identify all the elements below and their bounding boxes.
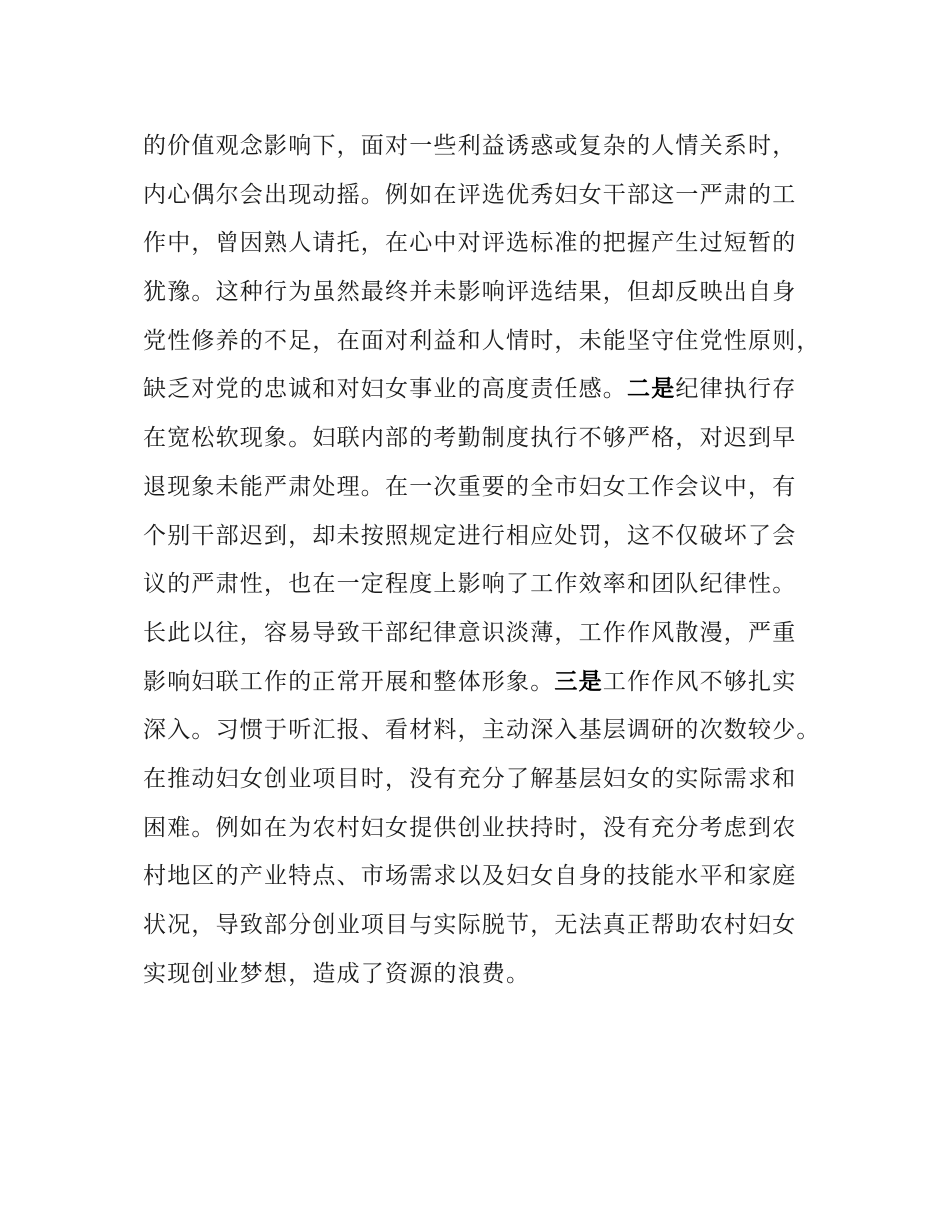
- text-segment: 纪律执行存: [675, 376, 797, 403]
- emphasis-text: 二是: [627, 376, 676, 403]
- text-segment: 影响妇联工作的正常开展和整体形象。: [143, 668, 555, 695]
- text-segment: 状况，导致部分创业项目与实际脱节，无法真正帮助农村妇女: [143, 912, 797, 938]
- text-line: [143, 658, 823, 707]
- emphasis-text: 三是: [554, 668, 603, 695]
- text-segment: 退现象未能严肃处理。在一次重要的全市妇女工作会议中，有: [143, 473, 797, 500]
- text-line: [143, 560, 823, 609]
- text-line: [143, 219, 823, 268]
- text-line: [143, 365, 823, 414]
- text-segment: 工作作风不够扎实: [602, 668, 797, 695]
- text-line: [143, 171, 823, 220]
- text-line: [143, 852, 823, 901]
- text-line: [143, 122, 823, 171]
- text-line: [143, 950, 823, 999]
- text-line: [143, 414, 823, 463]
- text-segment: 在宽松软现象。妇联内部的考勤制度执行不够严格，对迟到早: [143, 425, 797, 452]
- text-segment: 的价值观念影响下，面对一些利益诱惑或复杂的人情关系时，: [143, 133, 797, 159]
- text-segment: 长此以往，容易导致干部纪律意识淡薄，工作作风散漫，严重: [143, 619, 797, 646]
- text-segment: 犹豫。这种行为虽然最终并未影响评选结果，但却反映出自身: [143, 279, 797, 306]
- text-line: [143, 755, 823, 804]
- text-segment: 在推动妇女创业项目时，没有充分了解基层妇女的实际需求和: [143, 765, 797, 792]
- text-segment: 缺乏对党的忠诚和对妇女事业的高度责任感。: [143, 376, 627, 403]
- text-segment: 实现创业梦想，造成了资源的浪费。: [143, 960, 531, 987]
- text-line: [143, 901, 823, 950]
- text-line: [143, 609, 823, 658]
- body-text: [143, 122, 823, 998]
- text-segment: 议的严肃性，也在一定程度上影响了工作效率和团队纪律性。: [143, 571, 797, 598]
- text-segment: 困难。例如在为农村妇女提供创业扶持时，没有充分考虑到农: [143, 814, 797, 841]
- text-segment: 村地区的产业特点、市场需求以及妇女自身的技能水平和家庭: [143, 863, 797, 890]
- text-segment: 内心偶尔会出现动摇。例如在评选优秀妇女干部这一严肃的工: [143, 181, 797, 208]
- text-segment: 个别干部迟到，却未按照规定进行相应处罚，这不仅破坏了会: [143, 522, 797, 549]
- text-line: [143, 706, 823, 755]
- text-segment: 党性修养的不足，在面对利益和人情时，未能坚守住党性原则，: [143, 327, 821, 354]
- text-line: [143, 512, 823, 561]
- text-segment: 深入。习惯于听汇报、看材料，主动深入基层调研的次数较少。: [143, 717, 821, 744]
- text-line: [143, 317, 823, 366]
- text-line: [143, 463, 823, 512]
- text-segment: 作中，曾因熟人请托，在心中对评选标准的把握产生过短暂的: [143, 230, 797, 257]
- text-line: [143, 804, 823, 853]
- text-line: [143, 268, 823, 317]
